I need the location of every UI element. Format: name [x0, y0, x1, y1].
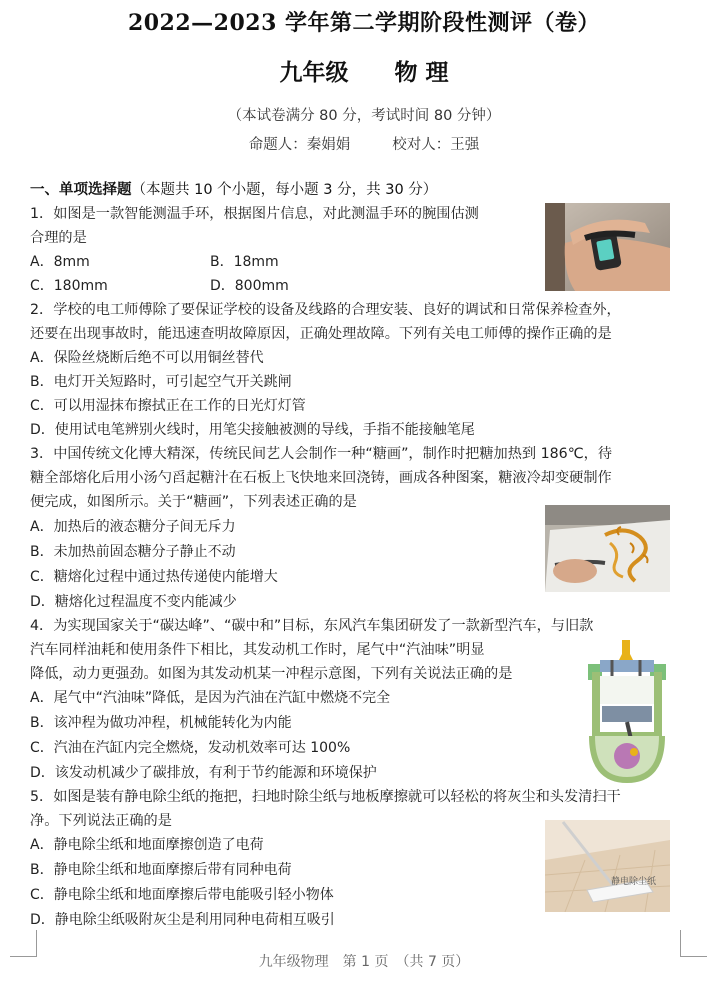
q1-option-a: A．8mm	[30, 254, 90, 270]
sugar-painting-photo	[545, 505, 670, 592]
section-desc: （本题共 10 个小题，每小题 3 分，共 30 分）	[131, 182, 438, 198]
q4-stem-line2: 汽车同样油耗和使用条件下相比，其发动机工作时，尾气中“汽油味”明显	[30, 642, 485, 658]
q4-option-b: B．该冲程为做功冲程，机械能转化为内能	[30, 715, 292, 731]
q4-option-a: A．尾气中“汽油味”降低，是因为汽油在汽缸中燃烧不完全	[30, 690, 391, 706]
wristband-photo	[545, 203, 670, 291]
q5-option-b: B．静电除尘纸和地面摩擦后带有同种电荷	[30, 862, 292, 878]
q3-stem-line3: 便完成，如图所示。关于“糖画”，下列表述正确的是	[30, 494, 357, 510]
q1-option-d: D．800mm	[210, 278, 289, 294]
q3-stem-line1: 3．中国传统文化博大精深，传统民间艺人会制作一种“糖画”，制作时把糖加热到 186℃，待	[30, 446, 613, 462]
subject-label: 物 理	[394, 59, 449, 86]
q2-stem-line1: 2．学校的电工师傅除了要保证学校的设备及线路的合理安装、良好的调试和日常保养检查外，	[30, 302, 621, 318]
checker-label: 校对人：王强	[392, 137, 480, 153]
electrostatic-mop-photo	[545, 820, 670, 912]
q4-option-c: C．汽油在汽缸内完全燃烧，发动机效率可达 100%	[30, 740, 351, 756]
q3-option-d: D．糖熔化过程温度不变内能减少	[30, 594, 237, 610]
mop-photo-caption: 静电除尘纸	[611, 877, 657, 887]
q1-stem-line1: 1．如图是一款智能测温手环，根据图片信息，对此测温手环的腕围估测	[30, 206, 479, 222]
q2-stem-line2: 还要在出现事故时，能迅速查明故障原因，正确处理故障。下列有关电工师傅的操作正确的是	[30, 326, 612, 342]
q5-option-a: A．静电除尘纸和地面摩擦创造了电荷	[30, 837, 264, 853]
q3-stem-line2: 糖全部熔化后用小汤勺舀起糖汁在石板上飞快地来回浇铸，画成各种图案，糖液冷却变硬制作	[30, 470, 612, 486]
q3-option-c: C．糖熔化过程中通过热传递使内能增大	[30, 569, 278, 585]
q2-option-b: B．电灯开关短路时，可引起空气开关跳闸	[30, 374, 292, 390]
section-title: 一、单项选择题	[30, 182, 132, 198]
q2-option-a: A．保险丝烧断后绝不可以用铜丝替代	[30, 350, 264, 366]
q1-option-c: C．180mm	[30, 278, 108, 294]
q4-stem-line3: 降低，动力更强劲。如图为其发动机某一冲程示意图，下列有关说法正确的是	[30, 666, 513, 682]
q3-option-a: A．加热后的液态糖分子间无斥力	[30, 519, 236, 535]
exam-staff	[0, 133, 728, 154]
exam-note: （本试卷满分 80 分，考试时间 80 分钟）	[227, 108, 501, 124]
q4-option-d: D．该发动机减少了碳排放，有利于节约能源和环境保护	[30, 765, 377, 781]
q2-option-d: D．使用试电笔辨别火线时，用笔尖接触被测的导线，手指不能接触笔尾	[30, 422, 475, 438]
page-footer: 九年级物理 第 1 页 （共 7 页）	[258, 954, 470, 970]
q4-stem-line1: 4．为实现国家关于“碳达峰”、“碳中和”目标，东风汽车集团研发了一款新型汽车，与旧款	[30, 618, 594, 634]
q5-stem-line1: 5．如图是装有静电除尘纸的拖把，扫地时除尘纸与地板摩擦就可以轻松的将灰尘和头发清扫干	[30, 789, 621, 805]
q1-stem-line2: 合理的是	[30, 230, 87, 246]
grade-subject	[0, 54, 728, 87]
exam-title: 2022—2023 学年第二学期阶段性测评（卷）	[127, 10, 601, 36]
q5-stem-line2: 净。下列说法正确的是	[30, 813, 172, 829]
q3-option-b: B．未加热前固态糖分子静止不动	[30, 544, 236, 560]
q5-option-d: D．静电除尘纸吸附灰尘是利用同种电荷相互吸引	[30, 912, 335, 928]
engine-stroke-diagram	[582, 640, 672, 783]
author-label: 命题人：秦娟娟	[248, 137, 351, 153]
q2-option-c: C．可以用湿抹布擦拭正在工作的日光灯灯管	[30, 398, 306, 414]
section-heading	[30, 178, 437, 199]
grade-label: 九年级	[279, 59, 349, 86]
q5-option-c: C．静电除尘纸和地面摩擦后带电能吸引轻小物体	[30, 887, 334, 903]
q1-option-b: B．18mm	[210, 254, 279, 270]
